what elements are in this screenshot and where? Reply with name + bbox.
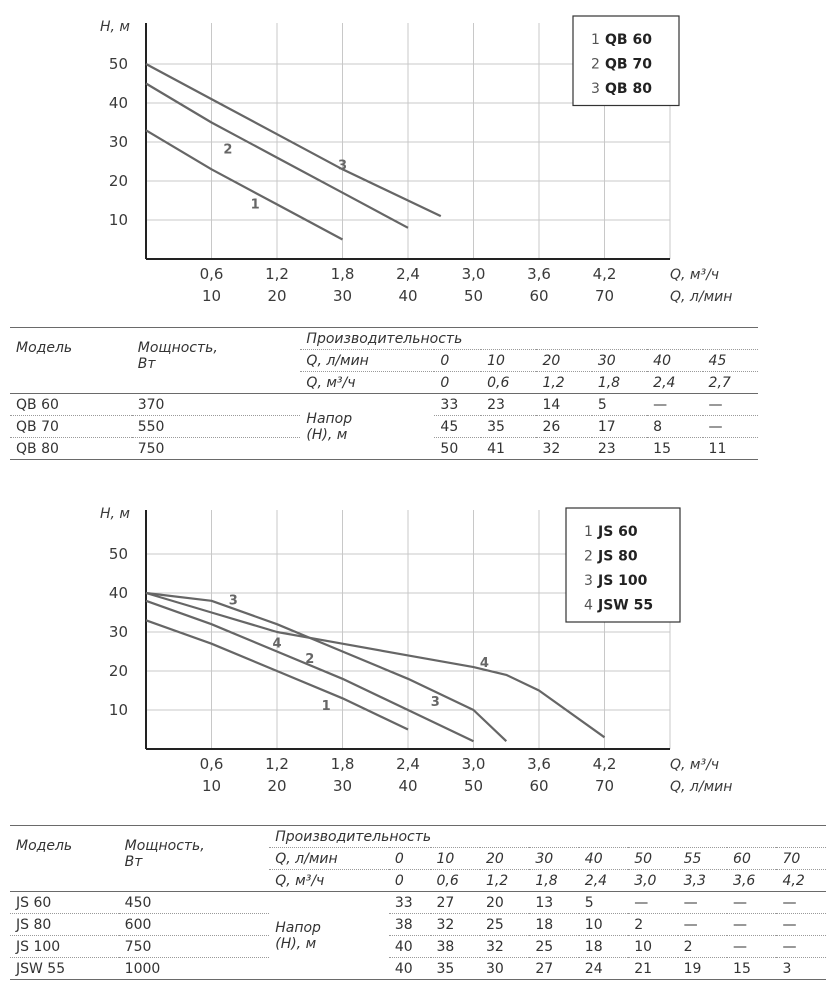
head-value: 26 <box>536 416 591 438</box>
head-value: 18 <box>579 936 628 958</box>
lmin-value: 0 <box>434 350 481 372</box>
x-tick-label: 0,6 <box>199 265 224 283</box>
x-tick-label: 1,2 <box>265 755 289 773</box>
x2-axis-label: Q, л/мин <box>670 779 733 795</box>
series-line-1 <box>146 130 343 239</box>
head-value: — <box>703 394 758 416</box>
head-value: 11 <box>703 438 758 460</box>
legend-number: 1 <box>591 32 600 48</box>
head-value: 30 <box>480 958 529 980</box>
m3h-value: 0,6 <box>431 870 480 892</box>
js-table <box>10 825 826 980</box>
y-tick-label: 30 <box>108 623 128 641</box>
head-value: 10 <box>579 914 628 936</box>
model-name: QB 80 <box>10 438 132 460</box>
head-value: 25 <box>480 914 529 936</box>
legend-number: 3 <box>584 573 593 589</box>
m3h-value: 0 <box>389 870 431 892</box>
x2-tick-label: 10 <box>201 287 222 305</box>
series-label: 3 <box>430 695 440 711</box>
table-row <box>10 892 826 914</box>
x2-tick-label: 30 <box>332 287 353 305</box>
head-value: — <box>727 914 776 936</box>
lmin-value: 60 <box>727 848 776 870</box>
head-value: 21 <box>628 958 677 980</box>
x-tick-label: 3,0 <box>461 265 486 283</box>
head-value: — <box>703 416 758 438</box>
row-m3h-label: Q, м³/ч <box>300 372 434 394</box>
lmin-value: 20 <box>480 848 529 870</box>
col-model: Модель <box>10 328 132 394</box>
m3h-value: 3,3 <box>678 870 727 892</box>
model-name: QB 70 <box>10 416 132 438</box>
x-tick-label: 2,4 <box>396 265 420 283</box>
head-value: 2 <box>678 936 727 958</box>
lmin-value: 10 <box>481 350 536 372</box>
head-value: — <box>776 936 826 958</box>
col-perf: Производительность <box>269 826 826 848</box>
x2-tick-label: 50 <box>463 287 484 305</box>
js-chart <box>0 495 836 805</box>
col-power <box>119 826 270 892</box>
head-value: 15 <box>647 438 702 460</box>
x-axis-label: Q, м³/ч <box>670 267 720 283</box>
head-value: 33 <box>389 892 431 914</box>
head-label <box>269 892 389 980</box>
head-value: — <box>647 394 702 416</box>
head-value: 23 <box>481 394 536 416</box>
x-tick-label: 1,2 <box>265 265 289 283</box>
y-axis-label: H, м <box>100 19 130 35</box>
head-value: 38 <box>389 914 431 936</box>
head-value: — <box>776 892 826 914</box>
m3h-value: 1,8 <box>592 372 647 394</box>
head-label-line1: Напор <box>275 919 321 936</box>
head-value: 24 <box>579 958 628 980</box>
head-value: 32 <box>536 438 591 460</box>
lmin-value: 45 <box>703 350 758 372</box>
series-line-3 <box>146 64 441 216</box>
lmin-value: 40 <box>579 848 628 870</box>
col-perf: Производительность <box>300 328 758 350</box>
x-tick-label: 3,0 <box>461 755 486 773</box>
lmin-value: 30 <box>529 848 578 870</box>
series-label: 2 <box>223 142 233 158</box>
col-power-line2: Вт <box>124 854 143 870</box>
table-row <box>10 958 826 980</box>
head-value: 17 <box>592 416 647 438</box>
m3h-value: 0 <box>434 372 481 394</box>
head-value: 13 <box>529 892 578 914</box>
model-name: JS 100 <box>10 936 119 958</box>
head-value: 33 <box>434 394 481 416</box>
head-value: — <box>678 892 727 914</box>
lmin-value: 30 <box>592 350 647 372</box>
chart-svg <box>0 0 836 315</box>
col-power-line2: Вт <box>137 356 156 372</box>
head-value: — <box>727 892 776 914</box>
x-tick-label: 2,4 <box>396 755 420 773</box>
power-value: 600 <box>119 914 270 936</box>
series-line-3 <box>146 593 506 741</box>
x-tick-label: 3,6 <box>527 265 551 283</box>
chart-svg <box>0 495 836 805</box>
col-power-line1: Мощность, <box>137 340 218 356</box>
power-value: 370 <box>132 394 301 416</box>
series-label: 3 <box>337 158 348 174</box>
power-value: 550 <box>132 416 301 438</box>
lmin-value: 20 <box>536 350 591 372</box>
power-value: 1000 <box>119 958 270 980</box>
series-label: 2 <box>305 652 315 668</box>
head-value: 2 <box>628 914 677 936</box>
y-tick-label: 30 <box>108 133 128 151</box>
x2-tick-label: 20 <box>267 777 287 795</box>
head-value: 40 <box>389 958 431 980</box>
col-power-line1: Мощность, <box>124 838 205 854</box>
head-value: 23 <box>592 438 647 460</box>
head-value: 10 <box>628 936 677 958</box>
col-power <box>132 328 301 394</box>
m3h-value: 1,8 <box>529 870 578 892</box>
lmin-value: 55 <box>678 848 727 870</box>
head-value: 40 <box>389 936 431 958</box>
head-value: 8 <box>647 416 702 438</box>
x-tick-label: 1,8 <box>330 265 355 283</box>
x2-tick-label: 60 <box>529 287 549 305</box>
model-name: QB 60 <box>10 394 132 416</box>
head-value: — <box>628 892 677 914</box>
x2-tick-label: 30 <box>332 777 353 795</box>
series-label: 3 <box>228 593 238 609</box>
x-tick-label: 3,6 <box>527 755 551 773</box>
head-label-line2: (H), м <box>306 426 348 443</box>
lmin-value: 70 <box>776 848 826 870</box>
x2-axis-label: Q, л/мин <box>670 289 733 305</box>
table-row <box>10 914 826 936</box>
m3h-value: 3,0 <box>628 870 677 892</box>
head-value: 38 <box>431 936 480 958</box>
head-value: 20 <box>480 892 529 914</box>
head-value: 14 <box>536 394 591 416</box>
col-model: Модель <box>10 826 119 892</box>
legend-entry: QB 60 <box>605 32 652 48</box>
legend-entry: JSW 55 <box>598 597 654 614</box>
power-value: 450 <box>119 892 270 914</box>
head-value: 50 <box>434 438 481 460</box>
m3h-value: 3,6 <box>727 870 776 892</box>
table-row <box>10 936 826 958</box>
power-value: 750 <box>132 438 301 460</box>
m3h-value: 2,4 <box>647 372 702 394</box>
m3h-value: 0,6 <box>481 372 536 394</box>
head-value: 41 <box>481 438 536 460</box>
row-lmin-label: Q, л/мин <box>269 848 389 870</box>
m3h-value: 2,7 <box>703 372 758 394</box>
head-label <box>300 394 434 460</box>
m3h-value: 2,4 <box>579 870 628 892</box>
y-axis-label: H, м <box>100 506 130 522</box>
legend-number: 3 <box>591 81 600 97</box>
head-value: 5 <box>579 892 628 914</box>
head-value: 5 <box>592 394 647 416</box>
head-value: 45 <box>434 416 481 438</box>
legend-entry: JS 80 <box>598 548 638 565</box>
head-value: 35 <box>431 958 480 980</box>
lmin-value: 0 <box>389 848 431 870</box>
series-label: 4 <box>479 656 489 672</box>
legend-number: 2 <box>591 56 600 73</box>
table-row <box>10 394 758 416</box>
x-tick-label: 1,8 <box>330 755 355 773</box>
x2-tick-label: 10 <box>201 777 222 795</box>
legend-entry: QB 80 <box>605 81 652 97</box>
x-tick-label: 0,6 <box>199 755 224 773</box>
lmin-value: 50 <box>628 848 677 870</box>
m3h-value: 4,2 <box>776 870 826 892</box>
m3h-value: 1,2 <box>480 870 529 892</box>
series-label: 4 <box>272 636 282 652</box>
head-value: 25 <box>529 936 578 958</box>
legend-number: 4 <box>584 597 593 614</box>
y-tick-label: 20 <box>108 662 128 680</box>
legend-entry: QB 70 <box>605 56 652 73</box>
head-value: 18 <box>529 914 578 936</box>
y-tick-label: 10 <box>108 701 128 719</box>
y-tick-label: 40 <box>108 94 128 112</box>
x2-tick-label: 40 <box>398 777 418 795</box>
row-m3h-label: Q, м³/ч <box>269 870 389 892</box>
x2-tick-label: 50 <box>463 777 484 795</box>
x2-tick-label: 60 <box>529 777 549 795</box>
head-value: — <box>678 914 727 936</box>
head-value: 19 <box>678 958 727 980</box>
head-value: — <box>776 914 826 936</box>
x2-tick-label: 40 <box>398 287 418 305</box>
head-value: — <box>727 936 776 958</box>
head-value: 32 <box>431 914 480 936</box>
y-tick-label: 50 <box>108 545 128 563</box>
head-value: 27 <box>431 892 480 914</box>
x2-tick-label: 70 <box>594 287 615 305</box>
power-value: 750 <box>119 936 270 958</box>
head-value: 35 <box>481 416 536 438</box>
legend-entry: JS 60 <box>598 524 638 540</box>
qb-table <box>10 327 758 460</box>
y-tick-label: 20 <box>108 172 128 190</box>
head-label-line1: Напор <box>306 410 353 427</box>
x-axis-label: Q, м³/ч <box>670 757 720 773</box>
y-tick-label: 10 <box>108 211 128 229</box>
legend-number: 1 <box>584 524 593 540</box>
m3h-value: 1,2 <box>536 372 591 394</box>
head-value: 27 <box>529 958 578 980</box>
legend-number: 2 <box>584 548 593 565</box>
y-tick-label: 50 <box>108 55 128 73</box>
x-tick-label: 4,2 <box>592 755 617 773</box>
x-tick-label: 4,2 <box>592 265 617 283</box>
model-name: JS 80 <box>10 914 119 936</box>
head-label-line2: (H), м <box>275 935 317 952</box>
qb-chart <box>0 0 836 315</box>
model-name: JS 60 <box>10 892 119 914</box>
series-label: 1 <box>321 699 331 714</box>
head-value: 15 <box>727 958 776 980</box>
lmin-value: 40 <box>647 350 702 372</box>
x2-tick-label: 70 <box>594 777 615 795</box>
lmin-value: 10 <box>431 848 480 870</box>
row-lmin-label: Q, л/мин <box>300 350 434 372</box>
y-tick-label: 40 <box>108 584 128 602</box>
legend-entry: JS 100 <box>598 573 648 589</box>
head-value: 3 <box>776 958 826 980</box>
model-name: JSW 55 <box>10 958 119 980</box>
series-label: 1 <box>250 197 260 213</box>
head-value: 32 <box>480 936 529 958</box>
x2-tick-label: 20 <box>267 287 287 305</box>
